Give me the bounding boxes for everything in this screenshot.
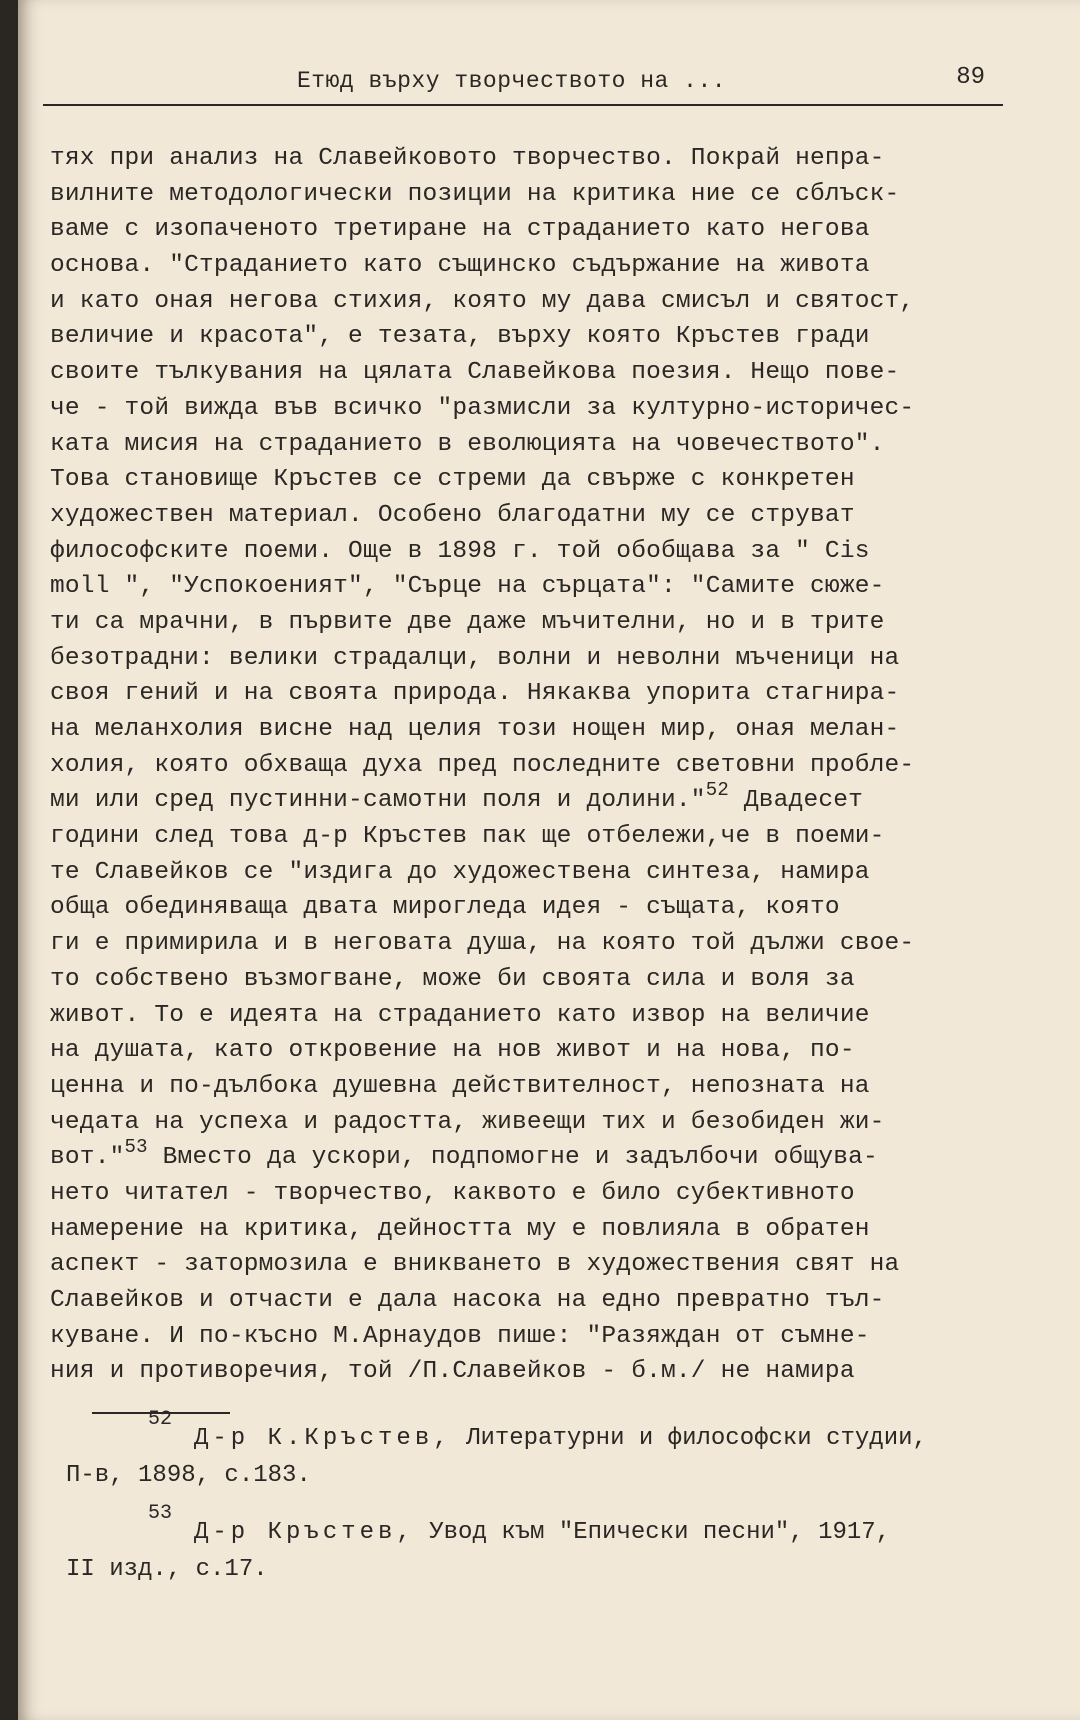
footnote-line xyxy=(66,1420,1056,1457)
text-line: аспект - затормозила е вникването в художествения свят на xyxy=(50,1251,900,1279)
footnote-line xyxy=(66,1514,1056,1551)
footnote-line: П-в, 1898, с.183. xyxy=(66,1462,311,1489)
footnote-citation: Увод към "Епически песни", 1917, xyxy=(414,1519,891,1546)
text-segment: ми или сред пустинни-самотни поля и долини." xyxy=(50,787,706,815)
text-line: художествен материал. Особено благодатни му се струват xyxy=(50,501,855,529)
text-line: безотрадни: велики страдалци, волни и неволни мъченици на xyxy=(50,644,900,672)
footnote-reference-52: 52 xyxy=(705,779,729,802)
text-line: своя гений и на своята природа. Някаква упорита стагнира- xyxy=(50,680,900,708)
text-line xyxy=(50,1136,1035,1176)
text-line: ката мисия на страданието в еволюцията на човечеството". xyxy=(50,430,885,458)
footnote-52 xyxy=(66,1408,1056,1494)
text-line: ния и противоречия, той /П.Славейков - б.м./ не намира xyxy=(50,1358,855,1386)
text-line: обща обединяваща двата мирогледа идея - същата, която xyxy=(50,894,840,922)
body-text xyxy=(50,141,1035,1390)
text-line: на меланхолия висне над целия този нощен мир, оная мелан- xyxy=(50,716,900,743)
text-segment: Двадесет xyxy=(728,787,864,815)
page-number: 89 xyxy=(956,64,985,91)
page-header xyxy=(43,60,1003,106)
running-title: Етюд върху творчеството на ... xyxy=(297,68,727,94)
text-segment: вот." xyxy=(50,1144,125,1172)
text-line: холия, която обхваща духа пред последните световни пробле- xyxy=(50,751,915,779)
text-line: живот. То е идеята на страданието като извор на величие xyxy=(50,1001,870,1029)
footnotes xyxy=(66,1408,1056,1608)
book-page xyxy=(18,0,1080,1720)
text-line: своите тълкувания на цялата Славейкова поезия. Нещо пове- xyxy=(50,359,900,387)
text-line: Това становище Кръстев се стреми да свърже с конкретен xyxy=(50,466,855,494)
text-line: ваме с изопаченото третиране на страданието като негова xyxy=(50,216,870,244)
footnote-reference-53: 53 xyxy=(124,1136,148,1159)
text-line: и като оная негова стихия, която му дава смисъл и святост, xyxy=(50,287,915,315)
footnote-number: 53 xyxy=(148,1502,173,1525)
text-line: че - той вижда във всичко "размисли за културно-историчес- xyxy=(50,394,915,422)
text-segment: Вместо да ускори, подпомогне и задълбочи общува- xyxy=(147,1144,878,1172)
text-line xyxy=(50,779,1035,819)
footnote-author: Д-р К.Кръстев, xyxy=(194,1425,452,1452)
text-line: вилните методологически позиции на критика ние се сблъск- xyxy=(50,180,900,208)
text-line: философските поеми. Още в 1898 г. той обобщава за " Cis xyxy=(50,537,870,565)
text-line: куване. И по-късно М.Арнаудов пише: "Разяждан от съмне- xyxy=(50,1322,870,1350)
footnote-citation: Литературни и философски студии, xyxy=(451,1425,927,1452)
text-line: ги е примирила и в неговата душа, на която той дължи свое- xyxy=(50,930,915,958)
text-line: ценна и по-дълбока душевна действителност, непозната на xyxy=(50,1072,870,1100)
text-line: величие и красота", е тезата, върху която Кръстев гради xyxy=(50,323,870,351)
text-line: намерение на критика, дейността му е повлияла в обратен xyxy=(50,1215,870,1243)
footnote-author: Д-р Кръстев, xyxy=(194,1519,415,1546)
text-line: основа. "Страданието като същинско съдържание на живота xyxy=(50,252,870,280)
text-line: то собствено възмогване, може би своята сила и воля за xyxy=(50,965,855,993)
footnote-53 xyxy=(66,1502,1056,1588)
footnote-number: 52 xyxy=(148,1408,173,1431)
text-line: чедата на успеха и радостта, живеещи тих и безобиден жи- xyxy=(50,1108,885,1136)
text-line: те Славейков се "издига до художествена синтеза, намира xyxy=(50,858,870,886)
text-line: Славейков и отчасти е дала насока на едно превратно тъл- xyxy=(50,1287,885,1314)
text-line: години след това д-р Кръстев пак ще отбележи,че в поеми- xyxy=(50,823,885,851)
footnote-line: II изд., с.17. xyxy=(66,1556,268,1583)
text-line: moll ", "Успокоеният", "Сърце на сърцата": "Самите сюже- xyxy=(50,573,885,601)
text-line: нето читател - творчество, каквото е било субективното xyxy=(50,1179,855,1207)
text-line: тях при анализ на Славейковото творчество. Покрай непра- xyxy=(50,145,885,172)
text-line: на душата, като откровение на нов живот и на нова, по- xyxy=(50,1037,855,1065)
text-line: ти са мрачни, в първите две даже мъчителни, но и в трите xyxy=(50,608,885,636)
